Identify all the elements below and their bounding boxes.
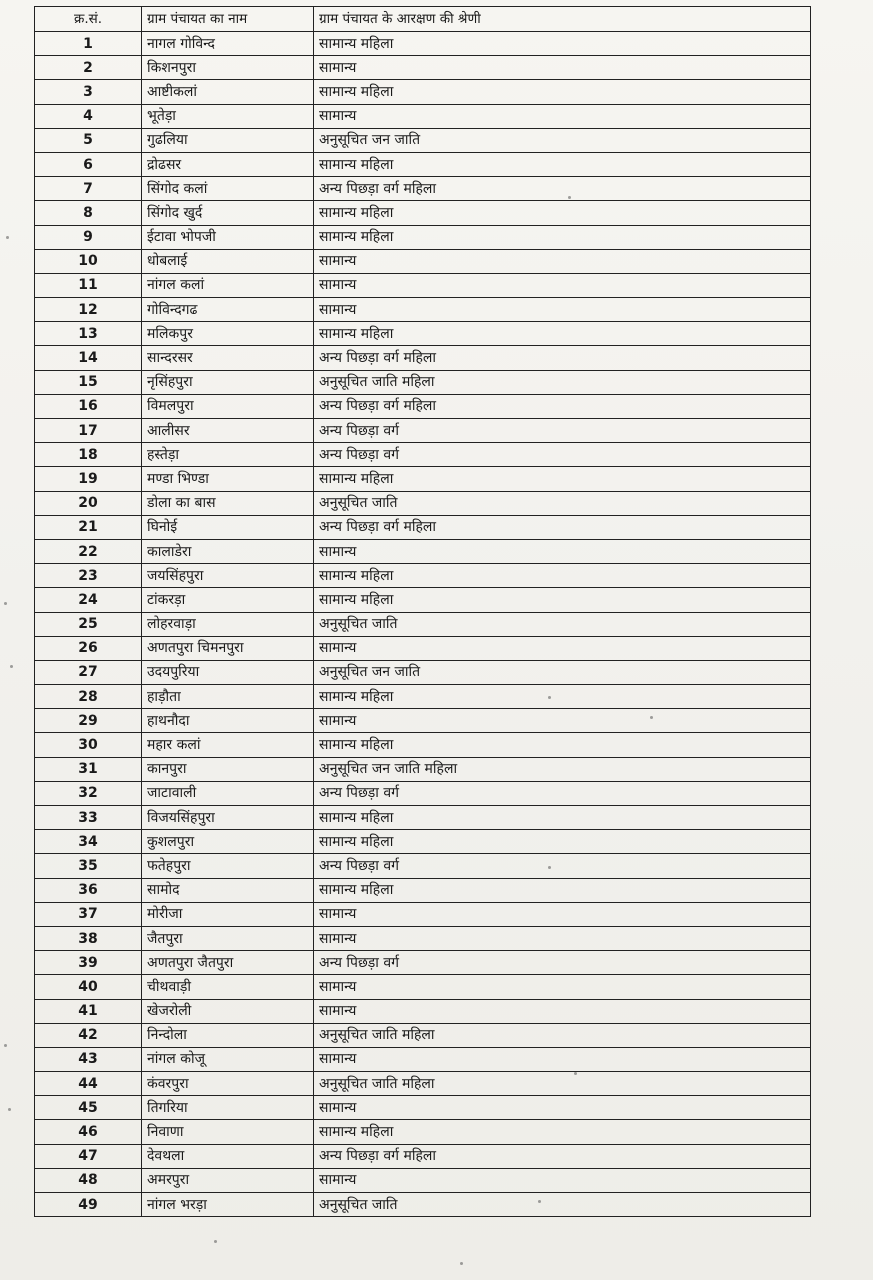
table-row (35, 1193, 811, 1217)
header-row (35, 7, 811, 32)
row-serial-number: 10 (35, 249, 142, 273)
row-serial-number: 30 (35, 733, 142, 757)
row-panchayat-name: गुढलिया (142, 128, 314, 152)
row-serial-number: 17 (35, 419, 142, 443)
table-row (35, 32, 811, 56)
table-header (35, 7, 811, 32)
row-reservation-category: सामान्य महिला (314, 1120, 811, 1144)
row-serial-number: 35 (35, 854, 142, 878)
row-serial-number: 31 (35, 757, 142, 781)
table-row (35, 806, 811, 830)
row-reservation-category: अन्य पिछड़ा वर्ग (314, 951, 811, 975)
row-serial-number: 32 (35, 781, 142, 805)
row-reservation-category: सामान्य महिला (314, 322, 811, 346)
table-row (35, 733, 811, 757)
row-panchayat-name: टांकरड़ा (142, 588, 314, 612)
row-panchayat-name: कुशलपुरा (142, 830, 314, 854)
row-panchayat-name: भूतेड़ा (142, 104, 314, 128)
row-reservation-category: सामान्य (314, 104, 811, 128)
table-row (35, 1168, 811, 1192)
row-serial-number: 44 (35, 1072, 142, 1096)
row-serial-number: 33 (35, 806, 142, 830)
table-row (35, 564, 811, 588)
row-reservation-category: सामान्य महिला (314, 201, 811, 225)
row-reservation-category: सामान्य (314, 298, 811, 322)
row-reservation-category: अन्य पिछड़ा वर्ग महिला (314, 346, 811, 370)
row-panchayat-name: हस्तेड़ा (142, 443, 314, 467)
row-panchayat-name: धोबलाई (142, 249, 314, 273)
row-serial-number: 28 (35, 685, 142, 709)
scan-speck (460, 1262, 463, 1265)
scan-speck (4, 1044, 7, 1047)
row-reservation-category: अन्य पिछड़ा वर्ग (314, 443, 811, 467)
row-serial-number: 48 (35, 1168, 142, 1192)
scan-speck (214, 1240, 217, 1243)
row-panchayat-name: कालाडेरा (142, 539, 314, 563)
row-reservation-category: सामान्य (314, 1047, 811, 1071)
row-reservation-category: अन्य पिछड़ा वर्ग महिला (314, 515, 811, 539)
row-serial-number: 5 (35, 128, 142, 152)
row-panchayat-name: फतेहपुरा (142, 854, 314, 878)
row-serial-number: 37 (35, 902, 142, 926)
table-row (35, 709, 811, 733)
row-reservation-category: अनुसूचित जन जाति महिला (314, 757, 811, 781)
row-panchayat-name: देवथला (142, 1144, 314, 1168)
row-reservation-category: अनुसूचित जाति महिला (314, 370, 811, 394)
row-panchayat-name: अणतपुरा चिमनपुरा (142, 636, 314, 660)
header-panchayat-name: ग्राम पंचायत का नाम (142, 7, 314, 32)
table-row (35, 201, 811, 225)
row-panchayat-name: मलिकपुर (142, 322, 314, 346)
table-row (35, 1023, 811, 1047)
row-reservation-category: सामान्य (314, 926, 811, 950)
table-row (35, 152, 811, 176)
row-serial-number: 41 (35, 999, 142, 1023)
row-reservation-category: अन्य पिछड़ा वर्ग महिला (314, 1144, 811, 1168)
table-row (35, 926, 811, 950)
row-reservation-category: सामान्य महिला (314, 80, 811, 104)
scan-speck (4, 602, 7, 605)
row-panchayat-name: ईटावा भोपजी (142, 225, 314, 249)
row-serial-number: 38 (35, 926, 142, 950)
row-panchayat-name: नांगल कलां (142, 273, 314, 297)
row-reservation-category: सामान्य (314, 1168, 811, 1192)
row-reservation-category: सामान्य (314, 273, 811, 297)
row-panchayat-name: नृसिंहपुरा (142, 370, 314, 394)
row-panchayat-name: लोहरवाड़ा (142, 612, 314, 636)
row-panchayat-name: महार कलां (142, 733, 314, 757)
row-serial-number: 43 (35, 1047, 142, 1071)
row-serial-number: 4 (35, 104, 142, 128)
row-serial-number: 8 (35, 201, 142, 225)
row-panchayat-name: अणतपुरा जैतपुरा (142, 951, 314, 975)
table-row (35, 346, 811, 370)
row-serial-number: 11 (35, 273, 142, 297)
row-panchayat-name: नांगल कोजू (142, 1047, 314, 1071)
row-reservation-category: अन्य पिछड़ा वर्ग महिला (314, 177, 811, 201)
table-row (35, 660, 811, 684)
row-reservation-category: अन्य पिछड़ा वर्ग महिला (314, 394, 811, 418)
row-reservation-category: सामान्य महिला (314, 588, 811, 612)
row-panchayat-name: निन्दोला (142, 1023, 314, 1047)
row-reservation-category: सामान्य (314, 56, 811, 80)
table-row (35, 975, 811, 999)
table-row (35, 539, 811, 563)
table-row (35, 249, 811, 273)
row-reservation-category: सामान्य महिला (314, 733, 811, 757)
table-row (35, 104, 811, 128)
row-serial-number: 40 (35, 975, 142, 999)
row-reservation-category: सामान्य महिला (314, 32, 811, 56)
row-panchayat-name: सिंगोद खुर्द (142, 201, 314, 225)
table-row (35, 322, 811, 346)
row-serial-number: 46 (35, 1120, 142, 1144)
row-panchayat-name: कानपुरा (142, 757, 314, 781)
row-reservation-category: सामान्य महिला (314, 564, 811, 588)
row-panchayat-name: गोविन्दगढ (142, 298, 314, 322)
table-row (35, 781, 811, 805)
scan-speck (548, 866, 551, 869)
row-panchayat-name: मण्डा भिण्डा (142, 467, 314, 491)
table-row (35, 878, 811, 902)
row-reservation-category: अनुसूचित जाति (314, 491, 811, 515)
row-panchayat-name: जैतपुरा (142, 926, 314, 950)
row-panchayat-name: किशनपुरा (142, 56, 314, 80)
row-serial-number: 36 (35, 878, 142, 902)
row-serial-number: 23 (35, 564, 142, 588)
row-panchayat-name: निवाणा (142, 1120, 314, 1144)
table-row (35, 419, 811, 443)
table-row (35, 225, 811, 249)
row-serial-number: 42 (35, 1023, 142, 1047)
table-row (35, 1096, 811, 1120)
row-panchayat-name: डोला का बास (142, 491, 314, 515)
row-reservation-category: सामान्य (314, 902, 811, 926)
row-reservation-category: सामान्य (314, 539, 811, 563)
row-reservation-category: सामान्य महिला (314, 467, 811, 491)
row-serial-number: 18 (35, 443, 142, 467)
row-serial-number: 9 (35, 225, 142, 249)
row-panchayat-name: अमरपुरा (142, 1168, 314, 1192)
table-row (35, 1072, 811, 1096)
row-serial-number: 3 (35, 80, 142, 104)
row-serial-number: 19 (35, 467, 142, 491)
scan-speck (568, 196, 571, 199)
table-row (35, 951, 811, 975)
row-reservation-category: सामान्य महिला (314, 152, 811, 176)
table-row (35, 854, 811, 878)
row-serial-number: 39 (35, 951, 142, 975)
scan-speck (538, 1200, 541, 1203)
scan-speck (8, 1108, 11, 1111)
table-row (35, 588, 811, 612)
row-panchayat-name: खेजरोली (142, 999, 314, 1023)
row-reservation-category: अन्य पिछड़ा वर्ग (314, 419, 811, 443)
row-reservation-category: अनुसूचित जन जाति (314, 660, 811, 684)
row-panchayat-name: कंवरपुरा (142, 1072, 314, 1096)
row-serial-number: 14 (35, 346, 142, 370)
table-row (35, 491, 811, 515)
row-panchayat-name: घिनोई (142, 515, 314, 539)
row-reservation-category: अनुसूचित जन जाति (314, 128, 811, 152)
header-reservation-category: ग्राम पंचायत के आरक्षण की श्रेणी (314, 7, 811, 32)
row-panchayat-name: सिंगोद कलां (142, 177, 314, 201)
scan-speck (10, 665, 13, 668)
row-panchayat-name: तिगरिया (142, 1096, 314, 1120)
header-serial-number: क्र.सं. (35, 7, 142, 32)
scan-speck (650, 716, 653, 719)
row-serial-number: 26 (35, 636, 142, 660)
table-row (35, 298, 811, 322)
table-row (35, 612, 811, 636)
row-serial-number: 13 (35, 322, 142, 346)
table-row (35, 685, 811, 709)
row-serial-number: 12 (35, 298, 142, 322)
row-reservation-category: सामान्य (314, 1096, 811, 1120)
table-row (35, 757, 811, 781)
row-panchayat-name: नागल गोविन्द (142, 32, 314, 56)
row-serial-number: 45 (35, 1096, 142, 1120)
table-row (35, 515, 811, 539)
row-panchayat-name: हाड़ौता (142, 685, 314, 709)
table-row (35, 1144, 811, 1168)
table-row (35, 830, 811, 854)
row-reservation-category: अनुसूचित जाति (314, 612, 811, 636)
row-panchayat-name: आष्टीकलां (142, 80, 314, 104)
row-reservation-category: सामान्य (314, 975, 811, 999)
row-serial-number: 25 (35, 612, 142, 636)
table-row (35, 1120, 811, 1144)
row-panchayat-name: उदयपुरिया (142, 660, 314, 684)
row-panchayat-name: द्रोढसर (142, 152, 314, 176)
table-row (35, 177, 811, 201)
scan-speck (6, 236, 9, 239)
row-reservation-category: अन्य पिछड़ा वर्ग (314, 854, 811, 878)
row-reservation-category: सामान्य महिला (314, 830, 811, 854)
row-serial-number: 7 (35, 177, 142, 201)
row-serial-number: 1 (35, 32, 142, 56)
table-row (35, 394, 811, 418)
table-row (35, 128, 811, 152)
row-reservation-category: अनुसूचित जाति महिला (314, 1072, 811, 1096)
row-serial-number: 16 (35, 394, 142, 418)
row-reservation-category: सामान्य महिला (314, 878, 811, 902)
row-reservation-category: सामान्य (314, 636, 811, 660)
row-panchayat-name: जयसिंहपुरा (142, 564, 314, 588)
table-row (35, 636, 811, 660)
table-body (35, 32, 811, 1217)
row-reservation-category: सामान्य महिला (314, 685, 811, 709)
row-reservation-category: सामान्य (314, 999, 811, 1023)
row-panchayat-name: विमलपुरा (142, 394, 314, 418)
row-panchayat-name: विजयसिंहपुरा (142, 806, 314, 830)
row-panchayat-name: जाटावाली (142, 781, 314, 805)
row-serial-number: 22 (35, 539, 142, 563)
row-serial-number: 6 (35, 152, 142, 176)
row-serial-number: 29 (35, 709, 142, 733)
scan-speck (574, 1072, 577, 1075)
table-row (35, 56, 811, 80)
row-panchayat-name: हाथनौदा (142, 709, 314, 733)
row-reservation-category: सामान्य (314, 709, 811, 733)
row-reservation-category: सामान्य (314, 249, 811, 273)
row-panchayat-name: सामोद (142, 878, 314, 902)
scan-speck (548, 696, 551, 699)
row-reservation-category: सामान्य महिला (314, 806, 811, 830)
table-row (35, 443, 811, 467)
table-row (35, 902, 811, 926)
row-panchayat-name: चीथवाड़ी (142, 975, 314, 999)
row-serial-number: 15 (35, 370, 142, 394)
table-row (35, 370, 811, 394)
row-serial-number: 20 (35, 491, 142, 515)
row-panchayat-name: सान्दरसर (142, 346, 314, 370)
row-reservation-category: अन्य पिछड़ा वर्ग (314, 781, 811, 805)
table-row (35, 80, 811, 104)
row-reservation-category: अनुसूचित जाति (314, 1193, 811, 1217)
row-panchayat-name: मोरीजा (142, 902, 314, 926)
reservation-table (34, 6, 811, 1217)
row-serial-number: 2 (35, 56, 142, 80)
row-reservation-category: अनुसूचित जाति महिला (314, 1023, 811, 1047)
table-row (35, 273, 811, 297)
row-panchayat-name: नांगल भरड़ा (142, 1193, 314, 1217)
row-panchayat-name: आलीसर (142, 419, 314, 443)
row-serial-number: 21 (35, 515, 142, 539)
row-serial-number: 27 (35, 660, 142, 684)
row-serial-number: 47 (35, 1144, 142, 1168)
row-serial-number: 34 (35, 830, 142, 854)
row-reservation-category: सामान्य महिला (314, 225, 811, 249)
table-row (35, 999, 811, 1023)
row-serial-number: 24 (35, 588, 142, 612)
row-serial-number: 49 (35, 1193, 142, 1217)
table-row (35, 467, 811, 491)
table-row (35, 1047, 811, 1071)
